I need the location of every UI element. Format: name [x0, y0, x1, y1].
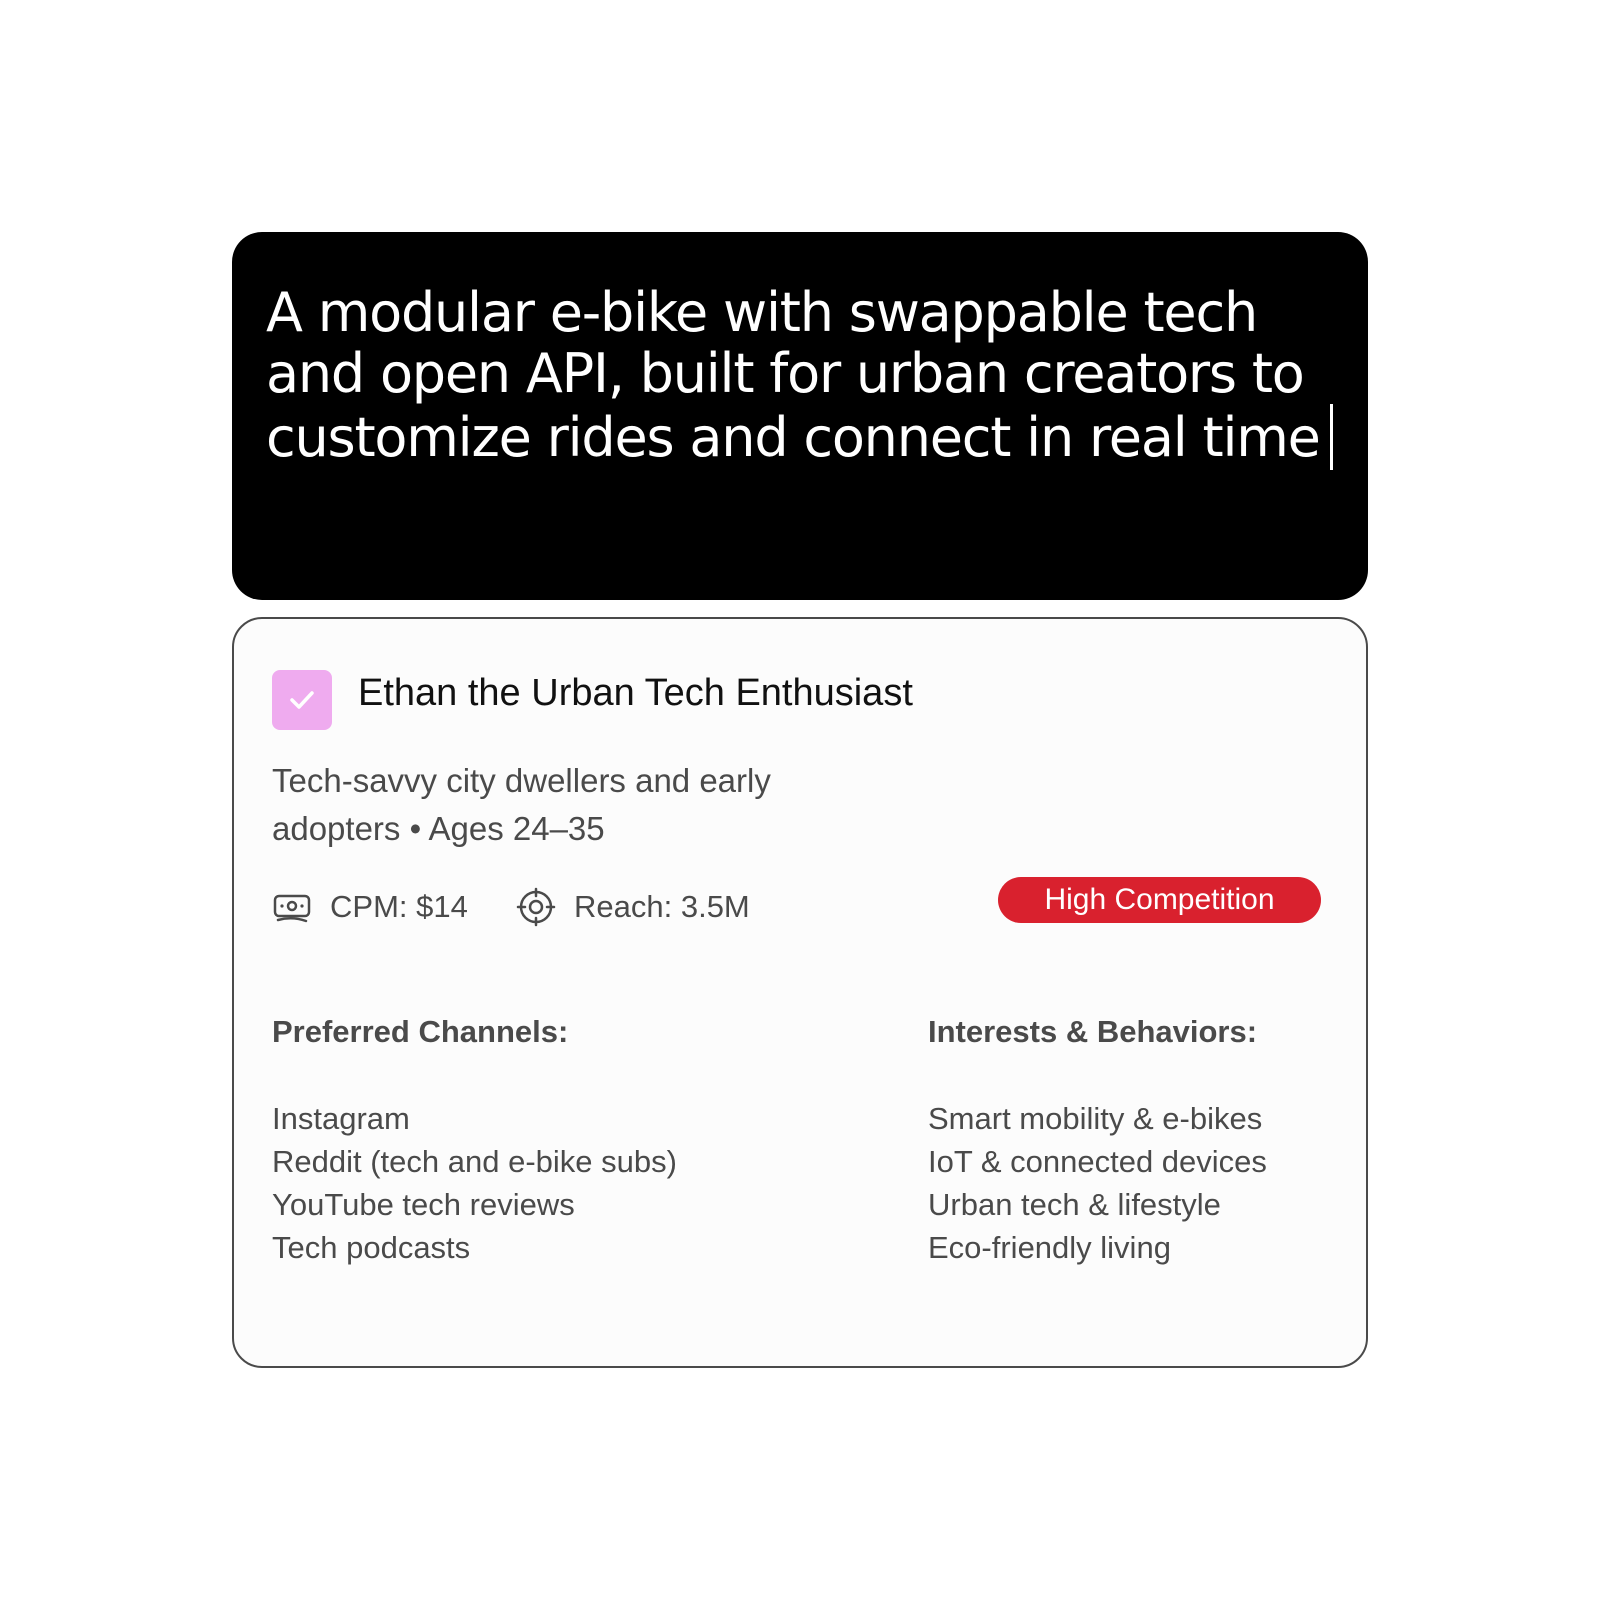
interest-item: Eco-friendly living [928, 1230, 1171, 1265]
cpm-label: CPM: $14 [330, 889, 468, 924]
persona-checkbox[interactable] [272, 670, 332, 730]
persona-description: Tech-savvy city dwellers and early adopters • Ages 24–35 [272, 762, 771, 847]
competition-badge: High Competition [998, 877, 1321, 923]
channel-item: YouTube tech reviews [272, 1187, 575, 1222]
channel-item: Instagram [272, 1101, 410, 1136]
channels-heading: Preferred Channels: [272, 1014, 569, 1049]
persona-card [232, 617, 1368, 1368]
cpm-metric [272, 887, 468, 927]
interest-item: Smart mobility & e-bikes [928, 1101, 1263, 1136]
interest-item: Urban tech & lifestyle [928, 1187, 1221, 1222]
target-icon [516, 887, 556, 927]
interest-item: IoT & connected devices [928, 1144, 1267, 1179]
money-icon [272, 887, 312, 927]
text-caret [1330, 404, 1333, 470]
interests-list [928, 1097, 1267, 1269]
persona-title: Ethan the Urban Tech Enthusiast [358, 672, 913, 714]
checkmark-icon [287, 685, 317, 715]
channel-item: Reddit (tech and e-bike subs) [272, 1144, 677, 1179]
interests-heading: Interests & Behaviors: [928, 1014, 1258, 1049]
reach-label: Reach: 3.5M [574, 889, 750, 924]
channel-item: Tech podcasts [272, 1230, 471, 1265]
prompt-input-box[interactable] [232, 232, 1368, 600]
channels-list [272, 1097, 677, 1269]
prompt-text-content: A modular e-bike with swappable tech and open API, built for urban creators to customize rides and connect in real time [266, 281, 1320, 469]
prompt-text[interactable] [266, 282, 1334, 470]
reach-metric [516, 887, 750, 927]
